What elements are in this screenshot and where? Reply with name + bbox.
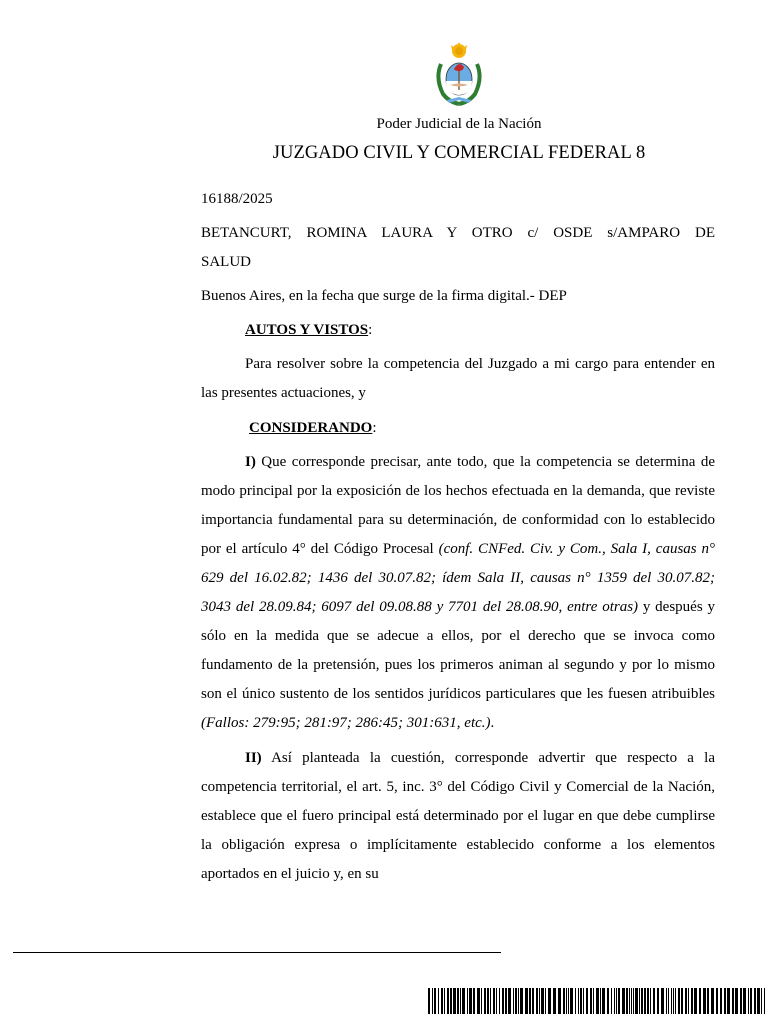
barcode-bar (724, 988, 726, 1014)
barcode-bar (484, 988, 486, 1014)
barcode-bar (626, 988, 628, 1014)
barcode-bar (499, 988, 500, 1014)
barcode-bar (536, 988, 538, 1014)
barcode-bar (575, 988, 576, 1014)
case-number: 16188/2025 (201, 191, 273, 207)
barcode-bar (750, 988, 752, 1014)
barcode-bar (515, 988, 517, 1014)
barcode-icon (428, 988, 768, 1014)
barcode-bar (757, 988, 760, 1014)
barcode-bar (481, 988, 482, 1014)
barcode-bar (596, 988, 599, 1014)
barcode-bar (539, 988, 540, 1014)
barcode-bar (568, 988, 569, 1014)
barcode-bar (428, 988, 430, 1014)
barcode-bar (450, 988, 452, 1014)
footer-divider (13, 952, 501, 953)
autos-heading-suffix: : (368, 322, 373, 338)
barcode-bar (496, 988, 497, 1014)
autos-text: Para resolver sobre la competencia del Juzgado a mi cargo para entender en las presentes actuaciones, y (201, 356, 715, 401)
barcode-bar (668, 988, 669, 1014)
barcode-bar (653, 988, 655, 1014)
barcode-bar (566, 988, 567, 1014)
barcode-bar (525, 988, 528, 1014)
paragraph-1-text-b: y después y sólo en la medida que se adecue a ellos, por el derecho que se invoca como fundamento de la pretensión, pues los primeros animan al segundo y por lo mismo son el único sustento de los sentidos jurídicos particulares que les fuesen atribuibles (201, 599, 715, 702)
barcode-bar (764, 988, 765, 1014)
barcode-bar (508, 988, 511, 1014)
barcode-bar (447, 988, 449, 1014)
barcode-bar (703, 988, 706, 1014)
barcode-bar (748, 988, 749, 1014)
barcode-bar (487, 988, 489, 1014)
barcode-bar (618, 988, 620, 1014)
barcode-bar (462, 988, 465, 1014)
barcode-bar (586, 988, 588, 1014)
barcode-bar (532, 988, 534, 1014)
barcode-bar (711, 988, 714, 1014)
case-caption-line1: BETANCURT, ROMINA LAURA Y OTRO c/ OSDE s/AMPARO DE (201, 225, 715, 241)
court-name: JUZGADO CIVIL Y COMERCIAL FEDERAL 8 (272, 143, 646, 163)
barcode-bar (699, 988, 701, 1014)
barcode-bar (520, 988, 523, 1014)
barcode-bar (518, 988, 519, 1014)
barcode-bar (691, 988, 693, 1014)
barcode-bar (647, 988, 649, 1014)
barcode-bar (505, 988, 507, 1014)
barcode-bar (469, 988, 472, 1014)
barcode-bar (666, 988, 667, 1014)
barcode-bar (694, 988, 697, 1014)
barcode-bar (641, 988, 643, 1014)
barcode-bar (740, 988, 742, 1014)
barcode-bar (580, 988, 582, 1014)
barcode-bar (570, 988, 573, 1014)
barcode-bar (548, 988, 551, 1014)
paragraph-1-text-a: Que corresponde precisar, ante todo, que la competencia se determina de modo principal por la exposición de los hechos efectuada en la demanda, que reviste importancia fundamental para su determinación, de conformidad con lo establecido por el artículo 4° del Código Procesal (201, 454, 715, 557)
barcode-bar (678, 988, 680, 1014)
barcode-bar (622, 988, 625, 1014)
considerando-heading-suffix: : (372, 420, 377, 436)
barcode-bar (602, 988, 605, 1014)
paragraph-1-text-c: . (490, 715, 495, 731)
barcode-bar (671, 988, 672, 1014)
barcode-bar (493, 988, 495, 1014)
barcode-bar (541, 988, 544, 1014)
barcode-bar (444, 988, 445, 1014)
paragraph-2 (201, 744, 715, 889)
barcode-bar (438, 988, 439, 1014)
document-body (201, 185, 715, 889)
paragraph-1-citation-a: (conf. CNFed. Civ. y Com., Sala I, causas n° 629 del 16.02.82; 1436 del 30.07.82; ídem Sala II, causas n° 1359 del 30.07.82; 3043 del 28.09.84; 6097 del 09.08.88 y 7701 del 28.08.90, entre otras) (201, 541, 715, 615)
barcode-bar (611, 988, 612, 1014)
barcode-bar (727, 988, 730, 1014)
barcode-bar (685, 988, 687, 1014)
barcode-bar (633, 988, 634, 1014)
barcode-bar (513, 988, 514, 1014)
barcode-bar (578, 988, 579, 1014)
barcode-bar (467, 988, 468, 1014)
barcode-bar (477, 988, 480, 1014)
barcode-bar (441, 988, 443, 1014)
barcode-bar (473, 988, 475, 1014)
barcode-bar (553, 988, 556, 1014)
barcode-bar (673, 988, 674, 1014)
barcode-bar (502, 988, 504, 1014)
barcode-bar (754, 988, 756, 1014)
barcode-bar (732, 988, 734, 1014)
case-caption (201, 219, 715, 277)
barcode-bar (644, 988, 646, 1014)
barcode-bar (629, 988, 630, 1014)
case-caption-line2: SALUD (201, 254, 252, 270)
barcode-bar (735, 988, 738, 1014)
barcode-bar (614, 988, 615, 1014)
barcode-bar (590, 988, 592, 1014)
paragraph-1-label: I) (245, 454, 256, 470)
barcode-bar (460, 988, 461, 1014)
barcode-bar (616, 988, 617, 1014)
barcode-bar (457, 988, 459, 1014)
date-line: Buenos Aires, en la fecha que surge de la firma digital.- DEP (201, 288, 567, 304)
paragraph-2-text: Así planteada la cuestión, corresponde advertir que respecto a la competencia territorial, el art. 5, inc. 3° del Código Civil y Comercial de la Nación, establece que el fuero principal está determinado por el lugar en que debe cumplirse la obligación expresa o implícitamente establecido conforme a los elementos aportados en el juicio y, en su (201, 750, 715, 882)
barcode-bar (558, 988, 561, 1014)
barcode-bar (434, 988, 436, 1014)
barcode-bar (661, 988, 664, 1014)
barcode-bar (600, 988, 601, 1014)
barcode-bar (635, 988, 638, 1014)
barcode-bar (432, 988, 433, 1014)
barcode-bar (650, 988, 651, 1014)
barcode-bar (743, 988, 746, 1014)
barcode-bar (529, 988, 531, 1014)
organization-name: Poder Judicial de la Nación (376, 116, 542, 132)
barcode-bar (453, 988, 456, 1014)
barcode-bar (720, 988, 722, 1014)
barcode-bar (761, 988, 762, 1014)
barcode-bar (707, 988, 709, 1014)
barcode-bar (607, 988, 609, 1014)
barcode-bar (681, 988, 683, 1014)
argentine-coat-of-arms-icon (433, 42, 485, 108)
paragraph-1 (201, 448, 715, 738)
barcode-bar (639, 988, 640, 1014)
paragraph-2-label: II) (245, 750, 262, 766)
barcode-bar (563, 988, 565, 1014)
autos-heading-text: AUTOS Y VISTOS (245, 322, 369, 338)
barcode-bar (675, 988, 676, 1014)
barcode-bar (593, 988, 594, 1014)
barcode-bar (688, 988, 689, 1014)
considerando-heading (249, 414, 715, 443)
considerando-heading-text: CONSIDERANDO (249, 420, 373, 436)
barcode-bar (631, 988, 632, 1014)
autos-heading (245, 316, 715, 345)
barcode-bar (490, 988, 491, 1014)
paragraph-1-citation-b: (Fallos: 279:95; 281:97; 286:45; 301:631, etc.) (201, 715, 491, 731)
barcode-bar (583, 988, 584, 1014)
barcode-bar (657, 988, 659, 1014)
barcode-bar (545, 988, 546, 1014)
barcode-bar (716, 988, 718, 1014)
